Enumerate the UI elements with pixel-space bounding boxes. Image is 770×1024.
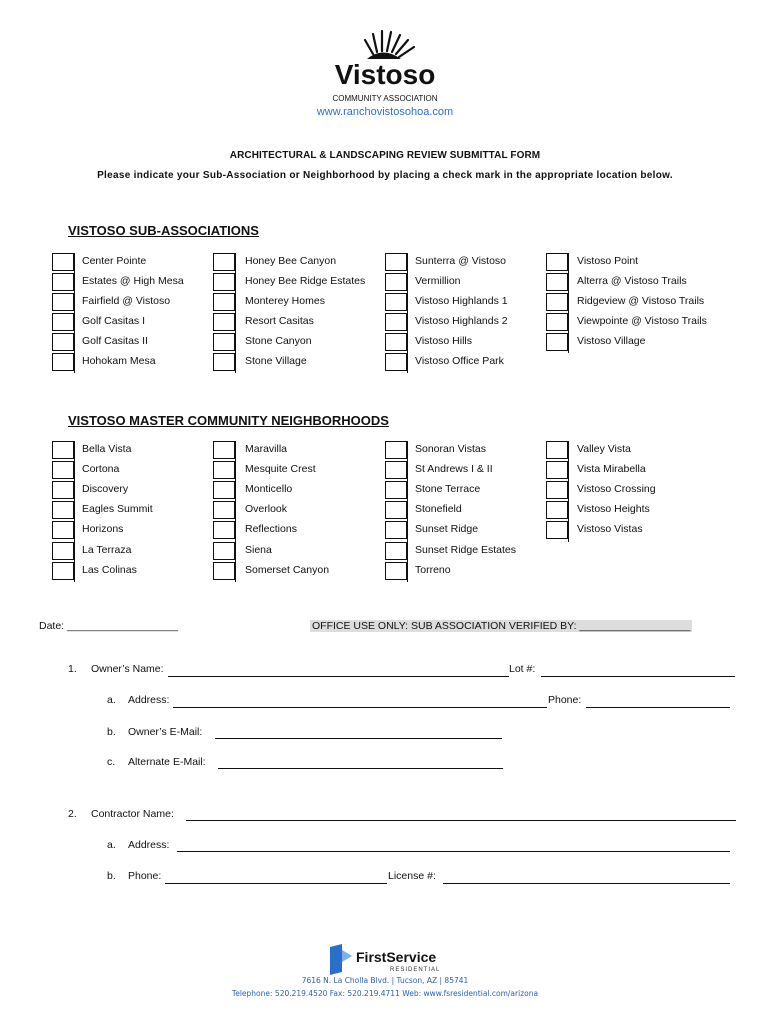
neighborhoods-heading: VISTOSO MASTER COMMUNITY NEIGHBORHOODS [68, 413, 389, 428]
sub-association-label: Resort Casitas [245, 315, 314, 327]
owner-address-field[interactable] [173, 707, 547, 708]
vistoso-logo [315, 26, 455, 106]
sub-association-checkbox[interactable] [385, 333, 407, 351]
neighborhood-label: Sunset Ridge Estates [415, 543, 516, 556]
sub-association-label: Vermillion [415, 275, 461, 287]
sub-association-label: Golf Casitas II [82, 335, 148, 347]
sub-association-checkbox[interactable] [52, 333, 74, 351]
sub-association-column-divider [568, 253, 569, 353]
neighborhood-checkbox[interactable] [213, 501, 235, 519]
sub-association-column-divider [407, 253, 408, 373]
sub-association-label: Golf Casitas I [82, 315, 146, 327]
sub-association-label: Vistoso Hills [415, 335, 472, 347]
neighborhood-label: Vistoso Heights [577, 503, 650, 516]
sub-association-label: Honey Bee Canyon [245, 255, 337, 267]
sub-associations-heading: VISTOSO SUB-ASSOCIATIONS [68, 223, 259, 238]
lot-field[interactable] [541, 676, 735, 677]
neighborhood-label: Overlook [245, 503, 288, 516]
logo-name: Vistoso [334, 59, 436, 90]
neighborhood-checkbox[interactable] [385, 501, 407, 519]
sub-association-label: Stone Village [245, 355, 307, 367]
form-instructions: Please indicate your Sub-Association or Neighborhood by placing a check mark in the appropriate location below. [97, 170, 673, 181]
sub-association-checkbox[interactable] [546, 293, 568, 311]
neighborhood-label: Cortona [82, 463, 120, 476]
neighborhood-label: Horizons [82, 523, 124, 536]
sub-association-checkbox[interactable] [52, 273, 74, 291]
neighborhood-checkbox[interactable] [213, 542, 235, 560]
neighborhood-checkbox[interactable] [52, 501, 74, 519]
contractor-name-field[interactable] [186, 820, 736, 821]
neighborhood-label: Valley Vista [577, 443, 631, 455]
neighborhood-checkbox[interactable] [385, 542, 407, 560]
date-field[interactable]: Date: ___________________ [39, 620, 178, 632]
sub-association-checkbox[interactable] [52, 353, 74, 371]
neighborhood-checkbox[interactable] [546, 461, 568, 479]
owner-phone-field[interactable] [586, 707, 730, 708]
footer-contact: Telephone: 520.219.4520 Fax: 520.219.4711 Web: www.fsresidential.com/arizona [231, 989, 539, 998]
contractor-address-label: Address: [128, 839, 170, 851]
sub-association-checkbox[interactable] [385, 293, 407, 311]
neighborhood-label: Las Colinas [82, 563, 137, 576]
neighborhood-label: Stonefield [415, 503, 462, 516]
alternate-email-label: Alternate E-Mail: [128, 756, 206, 768]
sub-association-label: Vistoso Point [577, 255, 639, 267]
sub-association-label: Sunterra @ Vistoso [415, 255, 507, 267]
sub-association-label: Ridgeview @ Vistoso Trails [577, 295, 705, 307]
sub-association-checkbox[interactable] [213, 333, 235, 351]
sub-association-label: Hohokam Mesa [82, 355, 156, 367]
logo-subtitle: COMMUNITY ASSOCIATION [332, 94, 438, 103]
sub-association-label: Stone Canyon [245, 335, 312, 347]
neighborhood-label: Discovery [82, 483, 129, 496]
neighborhood-checkbox[interactable] [213, 441, 235, 459]
neighborhood-checkbox[interactable] [546, 501, 568, 519]
neighborhood-checkbox[interactable] [213, 481, 235, 499]
sub-association-checkbox[interactable] [213, 313, 235, 331]
neighborhood-label: Sonoran Vistas [415, 443, 487, 455]
sub-association-checkbox[interactable] [52, 293, 74, 311]
neighborhood-label: Somerset Canyon [245, 563, 330, 576]
owner-name-label: Owner’s Name: [91, 663, 164, 675]
neighborhood-checkbox[interactable] [52, 521, 74, 539]
contractor-name-label: Contractor Name: [91, 808, 174, 820]
neighborhood-label: Sunset Ridge [415, 523, 479, 536]
neighborhood-checkbox[interactable] [52, 441, 74, 459]
sub-association-label: Alterra @ Vistoso Trails [577, 275, 687, 287]
lot-label: Lot #: [509, 663, 536, 675]
neighborhood-label: Vista Mirabella [577, 463, 646, 476]
owner-address-letter: a. [107, 694, 116, 706]
firstservice-mark-icon [328, 944, 448, 976]
owner-email-label: Owner’s E-Mail: [128, 726, 203, 738]
neighborhood-column-divider [235, 441, 236, 582]
neighborhood-checkbox[interactable] [213, 461, 235, 479]
neighborhood-label: Monticello [245, 483, 293, 496]
sub-association-label: Vistoso Highlands 1 [415, 295, 508, 307]
footer-address: 7616 N. La Cholla Blvd. | Tucson, AZ | 85741 [301, 976, 469, 985]
neighborhood-checkbox[interactable] [52, 562, 74, 580]
sub-association-checkbox[interactable] [52, 253, 74, 271]
neighborhood-label: Torreno [415, 563, 451, 576]
sub-association-checkbox[interactable] [213, 353, 235, 371]
neighborhood-checkbox[interactable] [52, 461, 74, 479]
sub-association-checkbox[interactable] [385, 273, 407, 291]
sub-association-checkbox[interactable] [213, 273, 235, 291]
sub-association-checkbox[interactable] [546, 313, 568, 331]
neighborhood-checkbox[interactable] [385, 481, 407, 499]
sub-association-label: Viewpointe @ Vistoso Trails [577, 315, 707, 327]
neighborhood-label: Reflections [245, 523, 297, 536]
sub-association-checkbox[interactable] [546, 333, 568, 351]
sub-association-checkbox[interactable] [385, 253, 407, 271]
owner-phone-label: Phone: [548, 694, 582, 706]
neighborhood-label: Vistoso Crossing [577, 483, 656, 496]
owner-email-letter: b. [107, 726, 116, 738]
sub-association-checkbox[interactable] [385, 353, 407, 371]
contractor-address-field[interactable] [177, 851, 730, 852]
contractor-address-letter: a. [107, 839, 116, 851]
sub-association-label: Vistoso Office Park [415, 355, 504, 367]
sub-association-checkbox[interactable] [546, 273, 568, 291]
neighborhood-column-divider [407, 441, 408, 582]
neighborhood-label: Vistoso Vistas [577, 523, 643, 536]
sub-association-label: Monterey Homes [245, 295, 325, 307]
neighborhood-checkbox[interactable] [546, 521, 568, 539]
neighborhood-column-divider [74, 441, 75, 582]
form-title: ARCHITECTURAL & LANDSCAPING REVIEW SUBMITTAL FORM [229, 150, 541, 161]
neighborhood-label: Bella Vista [82, 443, 132, 455]
contractor-phone-letter: b. [107, 870, 116, 882]
owner-address-label: Address: [128, 694, 170, 706]
neighborhood-column-divider [568, 441, 569, 542]
neighborhood-label: Mesquite Crest [245, 463, 316, 476]
sub-association-label: Vistoso Village [577, 335, 646, 347]
neighborhood-label: Stone Terrace [415, 483, 481, 496]
neighborhood-checkbox[interactable] [385, 521, 407, 539]
contractor-section-number: 2. [68, 808, 77, 820]
sub-association-checkbox[interactable] [52, 313, 74, 331]
owner-name-field[interactable] [168, 676, 509, 677]
alternate-email-letter: c. [107, 756, 116, 768]
owner-email-field[interactable] [215, 738, 502, 739]
office-use-label: OFFICE USE ONLY: SUB ASSOCIATION VERIFIED BY: ___________________ [312, 620, 691, 632]
sub-association-checkbox[interactable] [385, 313, 407, 331]
sub-association-checkbox[interactable] [213, 253, 235, 271]
brand-name: FirstService [356, 949, 437, 965]
sun-icon [315, 26, 455, 106]
sub-association-checkbox[interactable] [213, 293, 235, 311]
firstservice-logo [328, 944, 448, 976]
neighborhood-checkbox[interactable] [213, 562, 235, 580]
sub-association-label: Estates @ High Mesa [82, 275, 184, 287]
neighborhood-checkbox[interactable] [385, 441, 407, 459]
license-label: License #: [388, 870, 436, 882]
office-use-note [310, 620, 692, 632]
neighborhood-checkbox[interactable] [52, 481, 74, 499]
sub-association-label: Center Pointe [82, 255, 147, 267]
alternate-email-field[interactable] [218, 768, 503, 769]
sub-association-column-divider [235, 253, 236, 373]
contractor-phone-field[interactable] [165, 883, 387, 884]
owner-section-number: 1. [68, 663, 77, 675]
sub-association-label: Vistoso Highlands 2 [415, 315, 508, 327]
neighborhood-checkbox[interactable] [385, 562, 407, 580]
sub-association-label: Fairfield @ Vistoso [82, 295, 171, 307]
neighborhood-label: Eagles Summit [82, 503, 153, 516]
neighborhood-checkbox[interactable] [385, 461, 407, 479]
neighborhood-checkbox[interactable] [213, 521, 235, 539]
brand-subtitle: RESIDENTIAL [390, 967, 441, 973]
neighborhood-label: St Andrews I & II [415, 463, 493, 476]
neighborhood-label: Maravilla [245, 443, 288, 455]
neighborhood-checkbox[interactable] [52, 542, 74, 560]
neighborhood-checkbox[interactable] [546, 481, 568, 499]
neighborhood-label: La Terraza [82, 543, 132, 556]
sub-association-label: Honey Bee Ridge Estates [245, 275, 366, 287]
neighborhood-checkbox[interactable] [546, 441, 568, 459]
sub-association-checkbox[interactable] [546, 253, 568, 271]
license-field[interactable] [443, 883, 730, 884]
sub-association-column-divider [74, 253, 75, 373]
website-link[interactable]: www.ranchovistosohoa.com [316, 106, 454, 118]
contractor-phone-label: Phone: [128, 870, 162, 882]
neighborhood-label: Siena [245, 543, 272, 556]
